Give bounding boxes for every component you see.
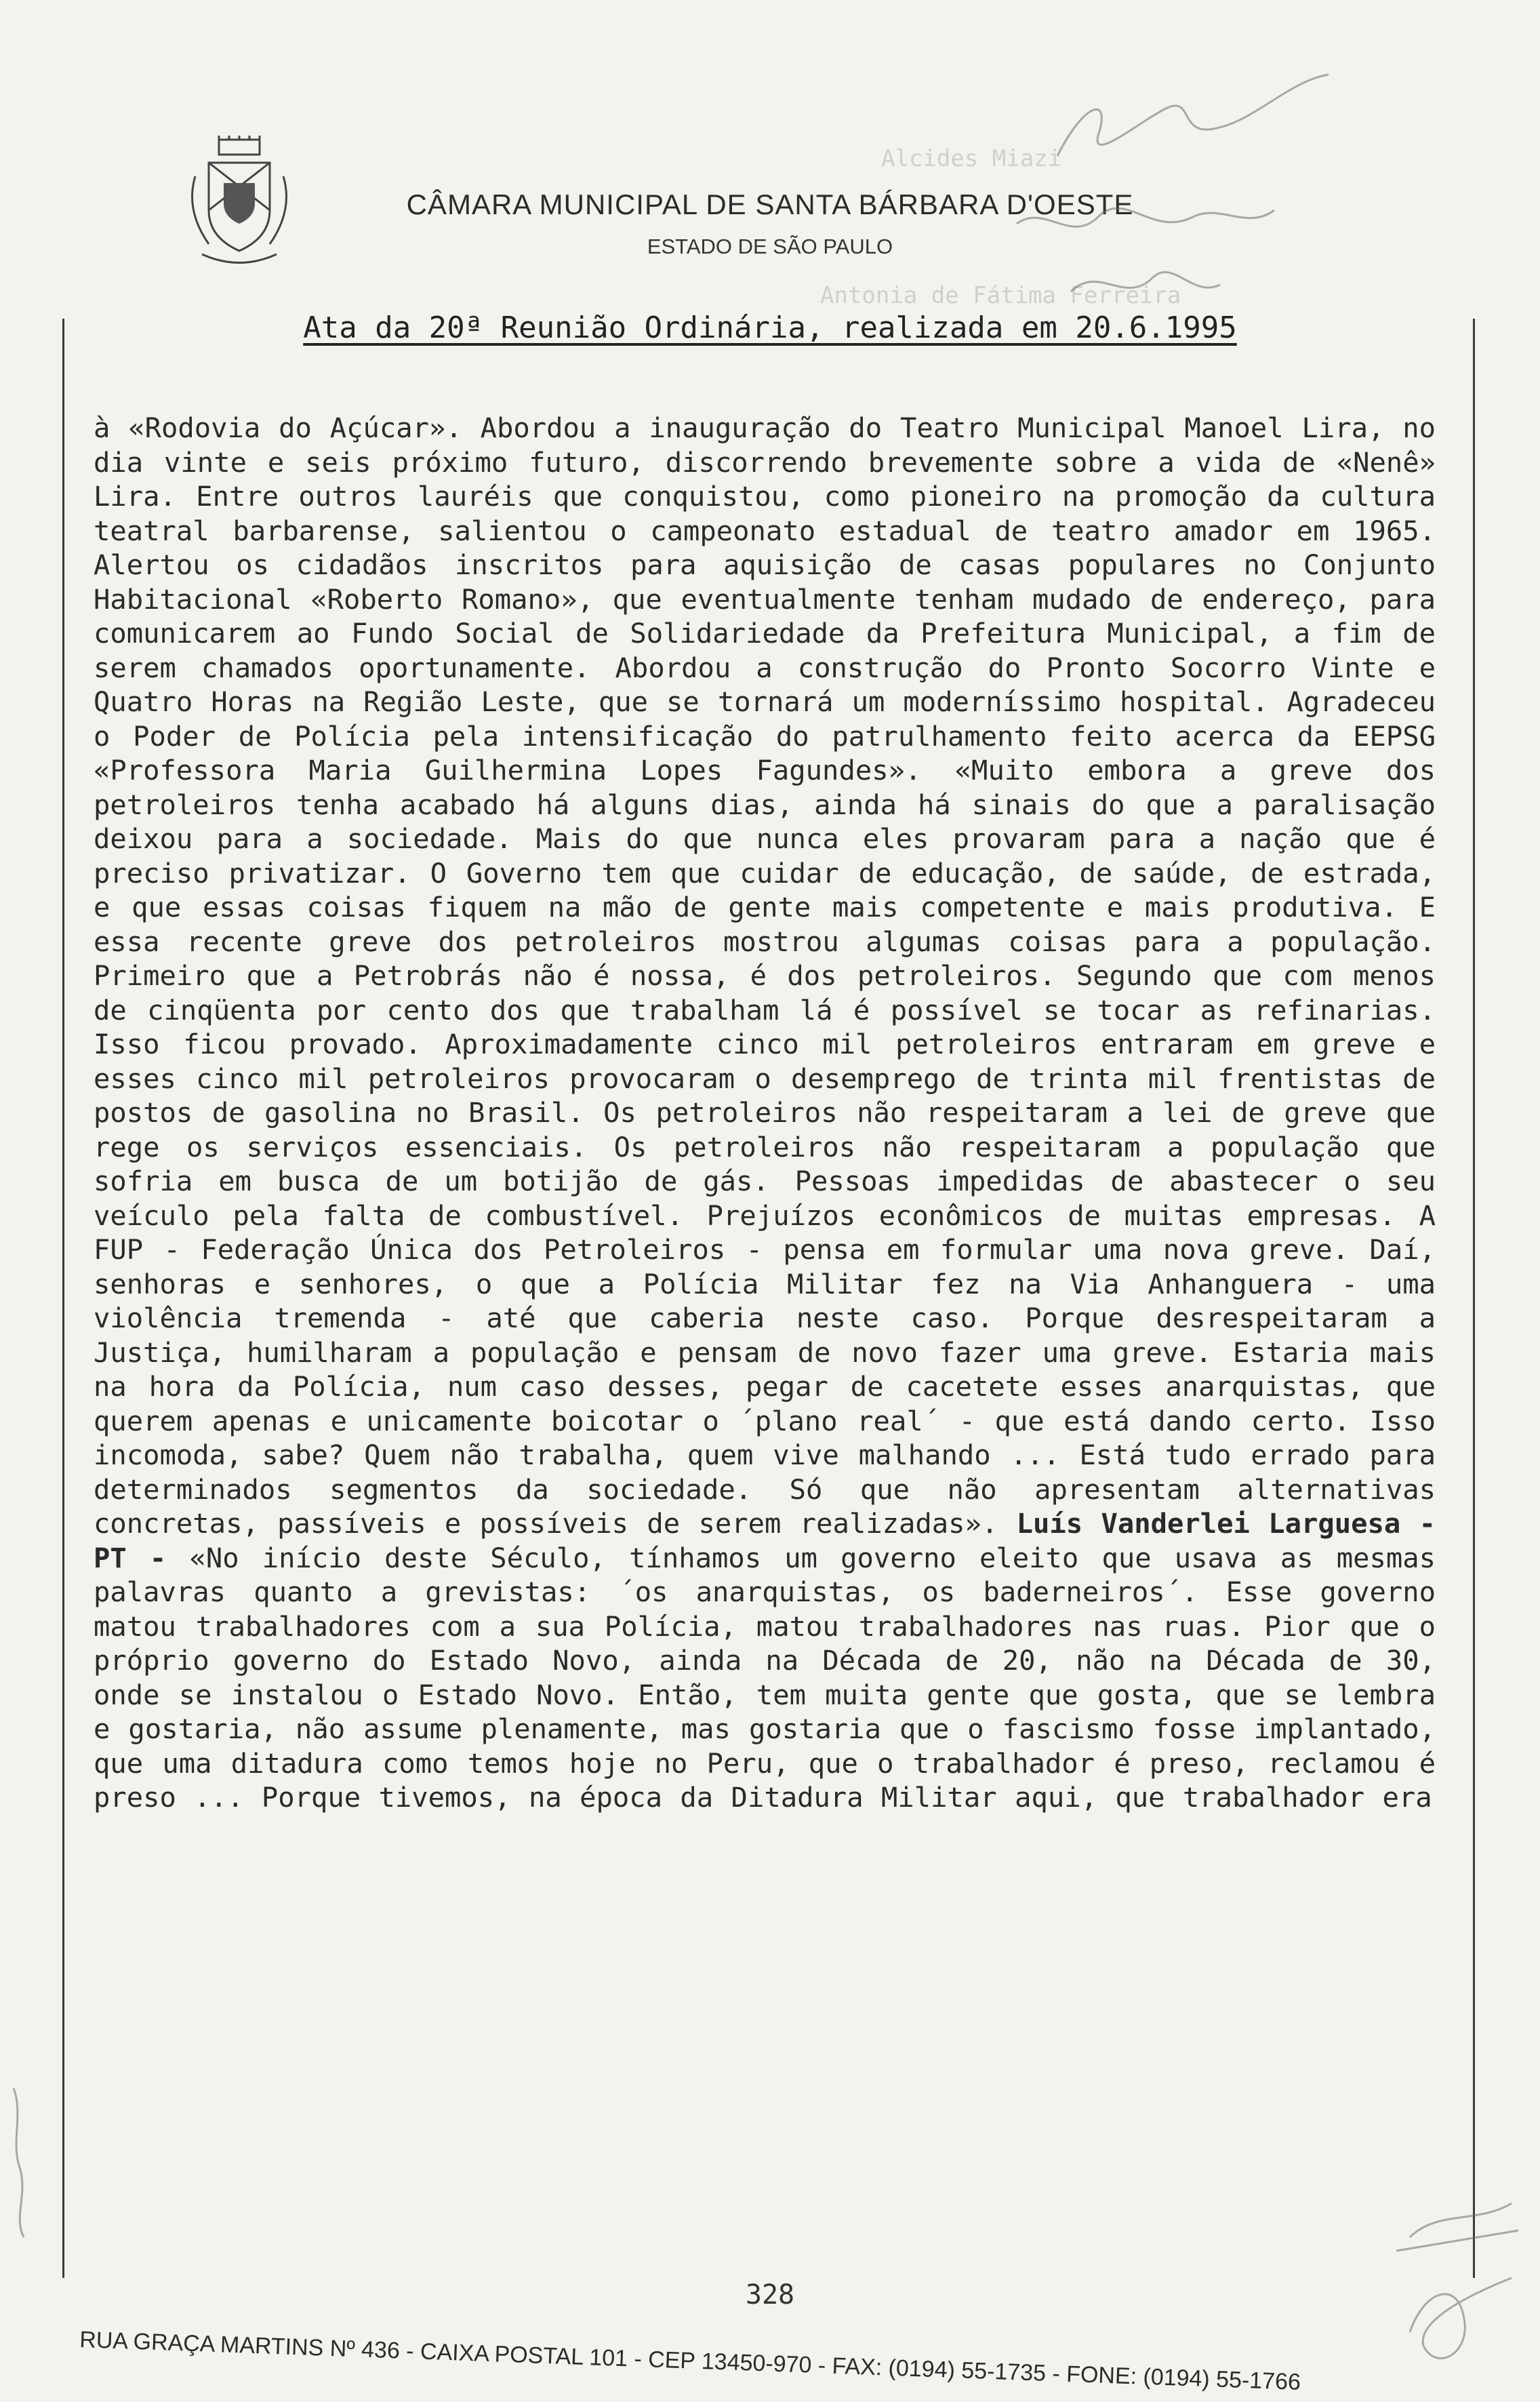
minutes-body bbox=[94, 411, 1436, 1815]
faded-signature-name-1: Alcides Miazi bbox=[881, 145, 1062, 172]
minutes-title: Ata da 20ª Reunião Ordinária, realizada em 20.6.1995 bbox=[303, 311, 1237, 345]
signature-mark-1 bbox=[1057, 75, 1329, 156]
body-paragraph-after-speaker: «No início deste Século, tínhamos um governo eleito que usava as mesmas palavras quanto a grevistas: ´os anarquistas, os baderneiros´. Esse governo matou trabalhadores com a sua Polícia, matou trabalhadores nas ruas. Pior que o próprio governo do Estado Novo, ainda na Década de 20, não na Década de 30, onde se instalou o Estado Novo. Então, tem muita gente que gosta, que se lembra e gostaria, não assume plenamente, mas gostaria que o fascismo fosse implantado, que uma ditadura como temos hoje no Peru, que o trabalhador é preso, reclamou é preso ... Porque tivemos, na época da Ditadura Militar aqui, que trabalhador era bbox=[94, 1541, 1436, 1814]
left-margin-rule bbox=[62, 319, 64, 2278]
footer-address: RUA GRAÇA MARTINS Nº 436 - CAIXA POSTAL 101 - CEP 13450-970 - FAX: (0194) 55-1735 - FONE: (0194) 55-1766 bbox=[79, 2327, 1301, 2395]
speaker-name: Luís Vanderlei Larguesa - PT - bbox=[94, 1507, 1436, 1574]
signature-mark-4 bbox=[1396, 2203, 1518, 2251]
body-paragraph-before-speaker: à «Rodovia do Açúcar». Abordou a inauguração do Teatro Municipal Manoel Lira, no dia vinte e seis próximo futuro, discorrendo brevemente sobre a vida de «Nenê» Lira. Entre outros lauréis que conquistou, como pioneiro na promoção da cultura teatral barbarense, salientou o campeonato estadual de teatro amador em 1965. Alertou os cidadãos inscritos para aquisição de casas populares no Conjunto Habitacional «Roberto Romano», que eventualmente tenham mudado de endereço, para comunicarem ao Fundo Social de Solidariedade da Prefeitura Municipal, a fim de serem chamados oportunamente. Abordou a construção do Pronto Socorro Vinte e Quatro Horas na Região Leste, que se tornará um moderníssimo hospital. Agradeceu o Poder de Polícia pela intensificação do patrulhamento feito acerca da EEPSG «Professora Maria Guilhermina Lopes Fagundes». «Muito embora a greve dos petroleiros tenha acabado há alguns dias, ainda há sinais do que a paralisação deixou para a sociedade. Mais do que nunca eles provaram para a nação que é preciso privatizar. O Governo tem que cuidar de educação, de saúde, de estrada, e que essas coisas fiquem na mão de gente mais competente e mais produtiva. E essa recente greve dos petroleiros mostrou algumas coisas para a população. Primeiro que a Petrobrás não é nossa, é dos petroleiros. Segundo que com menos de cinqüenta por cento dos que trabalham lá é possível se tocar as refinarias. Isso ficou provado. Aproximadamente cinco mil petroleiros entraram em greve e esses cinco mil petroleiros provocaram o desemprego de trinta mil frentistas de postos de gasolina no Brasil. Os petroleiros não respeitaram a lei de greve que rege os serviços essenciais. Os petroleiros não respeitaram a população que sofria em busca de um botijão de gás. Pessoas impedidas de abastecer o seu veículo pela falta de combustível. Prejuízos econômicos de muitas empresas. A FUP - Federação Única dos Petroleiros - pensa em formular uma nova greve. Daí, senhoras e senhores, o que a Polícia Militar fez na Via Anhanguera - uma violência tremenda - até que caberia neste caso. Porque desrespeitaram a Justiça, humilharam a população e pensam de novo fazer uma greve. Estaria mais na hora da Polícia, num caso desses, pegar de cacetete esses anarquistas, que querem apenas e unicamente boicotar o ´plano real´ - que está dando certo. Isso incomoda, sabe? Quem não trabalha, quem vive malhando ... Está tudo errado para determinados segmentos da sociedade. Só que não apresentam alternativas concretas, passíveis e possíveis de serem realizadas». bbox=[94, 412, 1436, 1540]
faded-signature-name-2: Antonia de Fátima Ferreira bbox=[820, 282, 1181, 309]
page-number: 328 bbox=[745, 2279, 795, 2310]
state-name: ESTADO DE SÃO PAULO bbox=[647, 235, 893, 258]
right-margin-rule bbox=[1473, 319, 1475, 2278]
institution-name: CÂMARA MUNICIPAL DE SANTA BÁRBARA D'OESTE bbox=[406, 188, 1134, 220]
margin-mark bbox=[14, 2088, 24, 2237]
